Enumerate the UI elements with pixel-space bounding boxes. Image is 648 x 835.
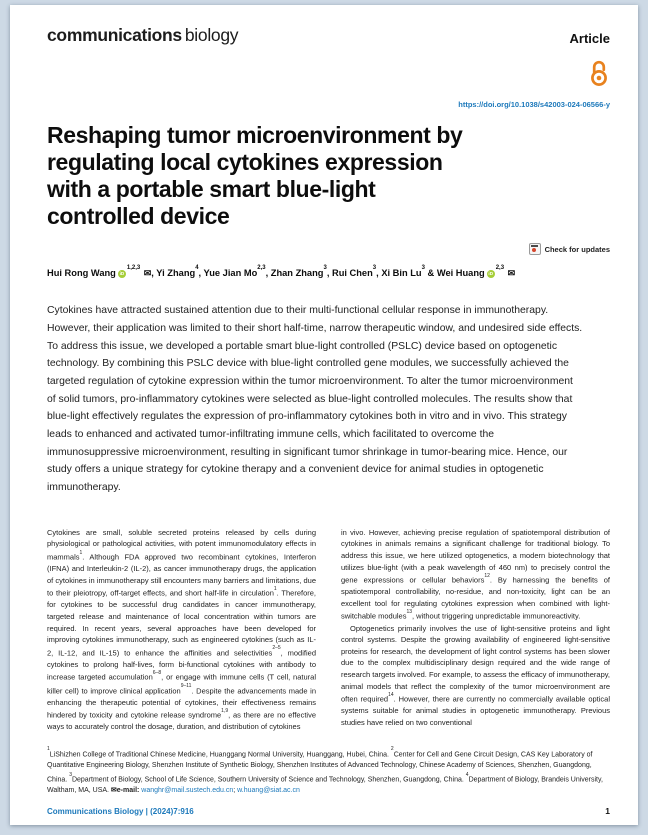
author-affiliation-superscript: 3 xyxy=(421,265,425,271)
author-name: Yi Zhang xyxy=(156,268,196,279)
author-name: Xi Bin Lu xyxy=(381,268,422,279)
check-for-updates-badge[interactable] xyxy=(529,243,610,255)
author-email-link[interactable]: wanghr@mail.sustech.edu.cn xyxy=(141,787,234,795)
body-columns xyxy=(47,527,610,733)
article-type-label: Article xyxy=(569,31,610,46)
author-name: Yue Jian Mo xyxy=(203,268,258,279)
open-access-row xyxy=(47,59,610,87)
article-title-line: with a portable smart blue-light xyxy=(47,176,376,202)
abstract-text: Cytokines have attracted sustained attention due to their multi-functional cellular response in immunotherapy. However, their application was limited to their short half-time, narrow therapeutic window, and undesired side effects. To address this issue, we developed a portable smart blue-light controlled (PSLC) device based on optogenetic technology. By combining this PSLC device with blue-light controlled gene modules, we successfully achieved the targeted regulation of cytokine expression within the tumor microenvironment. To alter the tumor microenvironment of solid tumors, pro-inflammatory cytokines were selected as blue-light controlled molecules. The results show that blue-light effectively regulates the expression of pro-inflammatory cytokines both in vitro and in vivo. This strategy leads to enhanced and activated tumor-infiltrating immune cells, which facilitated to overcome the immunosuppressive microenvironment, resulting in significant tumor shrinkage in tumor-bearing mice. Hence, our study offers a unique strategy for cytokine therapy and a convenient device for animal studies in optogenetic immunotherapy. xyxy=(47,305,583,494)
author-line: Hui Rong Wang iD$^{1,2,3}$ ✉, Yi Zhang$^4$, Yue Jian Mo$^{2,3}$, Zhan Zhang$^3$, Rui Chen$^3$, Xi Bin Lu$^3$ & Wei Huang iD$^{2,3}$ ✉ xyxy=(47,265,516,279)
journal-logo-biology: biology xyxy=(184,25,239,45)
reference-superscript: 1 xyxy=(79,549,83,556)
reference-superscript: 13 xyxy=(406,608,413,615)
journal-logo-communications: communications xyxy=(47,25,182,45)
reference-superscript: 1 xyxy=(47,746,50,753)
author-affiliation-superscript: 3 xyxy=(372,265,377,271)
reference-superscript: 3 xyxy=(69,771,72,778)
article-title-line: Reshaping tumor microenvironment by xyxy=(47,122,463,148)
body-column-left xyxy=(47,527,316,733)
reference-superscript: 9–11 xyxy=(180,683,192,690)
reference-superscript: 2 xyxy=(390,746,394,753)
author-name: Zhan Zhang xyxy=(270,268,324,279)
reference-superscript: 2–5 xyxy=(272,645,281,652)
author-email-link[interactable]: w.huang@siat.ac.cn xyxy=(237,787,300,795)
reference-superscript: 14 xyxy=(388,691,394,698)
doi-link[interactable]: https://doi.org/10.1038/s42003-024-06566-y xyxy=(458,100,610,109)
reference-superscript: 1 xyxy=(273,585,277,592)
reference-superscript: 1,9 xyxy=(221,707,229,714)
article-title-line: regulating local cytokines expression xyxy=(47,149,443,175)
body-paragraph: Cytokines are small, soluble secreted proteins released by cells during physiological or pathological activities, with potent immunomodulatory effects in mammals$^1$. Although FDA approved two recombinant cytokines, Interferon (IFNA) and Interleukin-2 (IL-2), as cancer immunotherapy drugs, the application of cytokines in immunotherapy still encounters many barriers and limitations, due to their pleiotropy, off-target effects, and short half-life in circulation$^1$. Therefore, for cytokines to be successful drug candidates in cancer immunotherapy, targeted release and maintenance of local concentration within tumors are required. In recent years, several approaches have been developed for improving cytokines immunotherapy, such as engineered cytokines (such as IL-2, IL-12, and IL-15) to enhance the affinities and selectivities$^{2-5}$, modified cytokines to prolong half-lives, form bi-functional cytokines with antibody to increase targeted accumulation$^{6-8}$, or engage with immune cells (T cell, natural killer cell) to improve clinical application$^{9-11}$. Despite the advancements made in enhancing the therapeutic potential of cytokines, their effectiveness remains hindered by toxicity and cytokine release syndrome$^{1,9}$, as there are no effective ways to accurately control the dosage, duration, and distribution of cytokines xyxy=(47,527,316,732)
page-footer xyxy=(47,806,610,816)
author-name: Wei Huang xyxy=(436,268,485,279)
journal-citation: Communications Biology | (2024)7:916 xyxy=(47,806,194,816)
doi-row xyxy=(47,100,610,109)
page-number: 1 xyxy=(605,806,610,817)
author-name: Hui Rong Wang xyxy=(47,268,116,279)
envelope-icon[interactable]: ✉ xyxy=(141,268,152,279)
author-name: Rui Chen xyxy=(331,268,373,279)
reference-superscript: 6–8 xyxy=(152,669,162,676)
reference-superscript: 4 xyxy=(465,771,469,778)
envelope-icon[interactable]: ✉ xyxy=(505,268,516,279)
journal-logo xyxy=(47,25,238,46)
author-affiliation-superscript: 4 xyxy=(195,265,199,271)
reference-superscript: 12 xyxy=(484,572,490,579)
crossmark-icon xyxy=(529,243,541,255)
body-column-right xyxy=(341,527,610,733)
article-page xyxy=(10,5,638,825)
article-title xyxy=(47,122,537,230)
author-affiliation-superscript: 1,2,3 xyxy=(126,265,141,271)
body-paragraph: in vivo. However, achieving precise regulation of spatiotemporal distribution of cytokines in animals remains a significant challenge for traditional biology. To address this issue, we here utilized optogenetics, a modern biotechnology that utilizes blue-light (with a peak wavelength of 460 nm) to precisely control the gene expressions or cellular behaviors$^{12}$. By harnessing the benefits of spatiotemporal controllability, no-residue, and non-toxicity, light can be an excellent tool for regulating cytokines expression when combined with light-switchable modules$^{13}$, without triggering unpredictable immunoreactivity. xyxy=(341,527,610,621)
author-affiliation-superscript: 2,3 xyxy=(495,265,505,271)
check-for-updates-label: Check for updates xyxy=(544,244,610,254)
orcid-icon[interactable]: iD xyxy=(119,271,125,277)
article-title-line: controlled device xyxy=(47,203,230,229)
body-paragraph: Optogenetics primarily involves the use of light-sensitive proteins and light control systems. Despite the growing availability of engineered light-sensitive proteins for research, the development of light control systems has been slower due to the complex multidisciplinary design required and the wide range of research targets involved. For example, to assess the efficacy of immunotherapy, animal models that reflect the complexity of the tumor microenvironment are often required$^{14}$. However, there are currently no commercially available optical systems suitable for animal studies in optogenetic immunotherapy. Previous studies have relied on two conventional xyxy=(341,623,611,727)
journal-header xyxy=(47,25,610,46)
orcid-icon[interactable]: iD xyxy=(488,271,494,277)
open-access-icon xyxy=(588,59,610,87)
author-affiliation-superscript: 3 xyxy=(323,265,327,271)
affiliations-footnote: $^1$LiShizhen College of Traditional Chinese Medicine, Huanggang Normal University, Huanggang, Hubei, China. $^2$Center for Cell and Gene Circuit Design, CAS Key Laboratory of Quantitative Engineering Biology, Shenzhen Institute of Synthetic Biology, Shenzhen Institutes of Advanced Technology, Chinese Academy of Sciences, Shenzhen, Guangdong, China. $^3$Department of Biology, School of Life Science, Southern University of Science and Technology, Shenzhen, Guangdong, China. $^4$Department of Biology, Brandeis University, Waltham, MA, USA. ✉e-mail: wanghr@mail.sustech.edu.cn; w.huang@siat.ac.cn xyxy=(47,746,603,795)
author-affiliation-superscript: 2,3 xyxy=(257,265,266,271)
check-updates-row xyxy=(47,243,610,255)
email-label: ✉e-mail: xyxy=(110,787,142,795)
